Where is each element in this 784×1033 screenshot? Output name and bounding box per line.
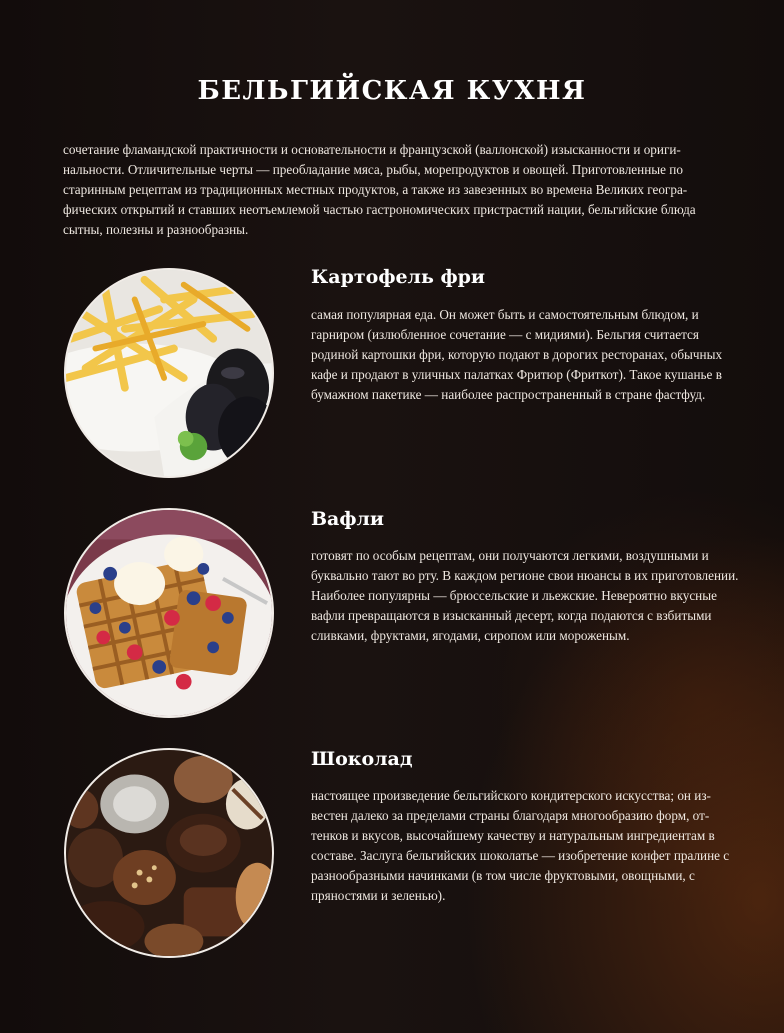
fries-mussels-photo <box>64 268 274 478</box>
section-text-fries: самая популярная еда. Он может быть и самостоятельным блюдом, и гарниром (излюбленное сочетание — с мидиями). Бельгия считается родиной картошки фри, которую подают в дорогих ресторанах, обычных кафе и продают в уличных палатках Фритюр (Фриткот). Такое кушанье в бумажном пакетике — наиболее распространенный в стране фастфуд. <box>311 307 723 402</box>
intro-paragraph: сочетание фламандской практичности и основательности и французской (валлонской) изысканности и оригинальности. Отличительные черты — преобладание мяса, рыбы, морепродуктов и овощей. Приготовленные по старинным рецептам из традиционных местных продуктов, а также из завезенных во времена Великих географических открытий и ставших неотъемлемой частью гастрономических пристрастий нации, бельгийские блюда сытны, полезны и разнообразны. <box>63 142 696 237</box>
section-heading-fries: Картофель фри <box>311 266 485 288</box>
waffles-image <box>66 510 272 716</box>
chocolate-pralines-photo <box>64 748 274 958</box>
fries-image <box>66 270 272 476</box>
page-title: БЕЛЬГИЙСКАЯ КУХНЯ <box>197 76 587 106</box>
waffles-berries-photo <box>64 508 274 718</box>
section-text-waffles: готовят по особым рецептам, они получаются легкими, воздушными и буквально тают во рту. В каждом регионе свои нюансы в их приготовлении. Наиболее популярны — брюссельские и льежские. Невероятно вкусные вафли превращаются в изысканный десерт, когда подаются с взбитыми сливками, фруктами, ягодами, сиропом или мороженым. <box>311 548 739 643</box>
chocolate-image <box>66 750 272 956</box>
section-text-chocolate: настоящее произведение бельгийского кондитерского искусства; он известен далеко за пределами страны благодаря многообразию форм, оттенков и вкусов, высочайшему качеству и натуральным ингредиентам в составе. Заслуга бельгийских шоколатье — изобретение конфет пралине с разнообразными начинками (в том числе фруктовыми, овощными, с пряностями и зеленью). <box>311 788 730 903</box>
section-heading-chocolate: Шоколад <box>311 748 413 770</box>
section-heading-waffles: Вафли <box>311 508 384 530</box>
